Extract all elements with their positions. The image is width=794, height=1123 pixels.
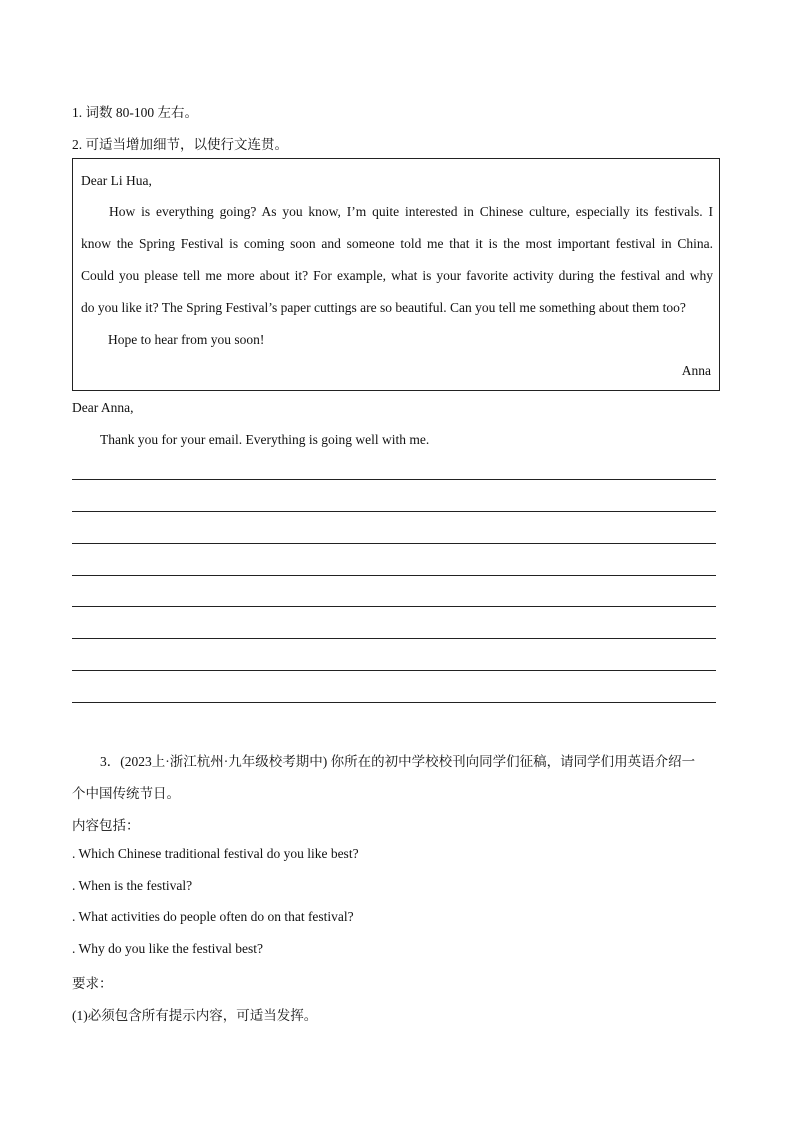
content-point: . What activities do people often do on that festival? bbox=[72, 909, 354, 924]
writing-line[interactable] bbox=[72, 575, 716, 576]
writing-line[interactable] bbox=[72, 702, 716, 703]
requirement-item-2: 2. 可适当增加细节，以使行文连贯。 bbox=[72, 137, 288, 152]
requirement-item-1: 1. 词数 80-100 左右。 bbox=[72, 105, 198, 120]
letter-greeting: Dear Li Hua, bbox=[81, 173, 152, 188]
writing-line[interactable] bbox=[72, 638, 716, 639]
contents-label: 内容包括： bbox=[72, 818, 140, 833]
writing-line[interactable] bbox=[72, 606, 716, 607]
requirement-item: (1)必须包含所有提示内容，可适当发挥。 bbox=[72, 1008, 318, 1023]
requirements-label: 要求： bbox=[72, 976, 113, 991]
letter-body-line bbox=[81, 204, 713, 220]
writing-line[interactable] bbox=[72, 670, 716, 671]
question-3-prompt-cont: 个中国传统节日。 bbox=[72, 786, 180, 801]
letter-closing: Hope to hear from you soon! bbox=[108, 332, 265, 347]
letter-body-line: do you like it? The Spring Festival’s paper cuttings are so beautiful. Can you tell me something about them too? bbox=[81, 300, 686, 315]
reply-first-line: Thank you for your email. Everything is going well with me. bbox=[100, 432, 430, 447]
reply-greeting: Dear Anna, bbox=[72, 400, 134, 415]
letter-box bbox=[72, 158, 720, 391]
question-3-prompt: 3．(2023上·浙江杭州·九年级校考期中) 你所在的初中学校校刊向同学们征稿，请同学们用英语介绍一 bbox=[100, 754, 696, 769]
letter-body-line: Could you please tell me more about it? For example, what is your favorite activity during the festival and why bbox=[81, 268, 713, 283]
content-point: . Which Chinese traditional festival do you like best? bbox=[72, 846, 359, 861]
letter-body-line: know the Spring Festival is coming soon and someone told me that it is the most important festival in China. bbox=[81, 236, 713, 251]
writing-line[interactable] bbox=[72, 543, 716, 544]
letter-signature: Anna bbox=[681, 363, 711, 378]
content-point: . Why do you like the festival best? bbox=[72, 941, 263, 956]
content-point: . When is the festival? bbox=[72, 878, 193, 893]
writing-line[interactable] bbox=[72, 479, 716, 480]
writing-line[interactable] bbox=[72, 511, 716, 512]
letter-body-text: How is everything going? As you know, I’m quite interested in Chinese culture, especially its festivals. I bbox=[109, 204, 713, 219]
